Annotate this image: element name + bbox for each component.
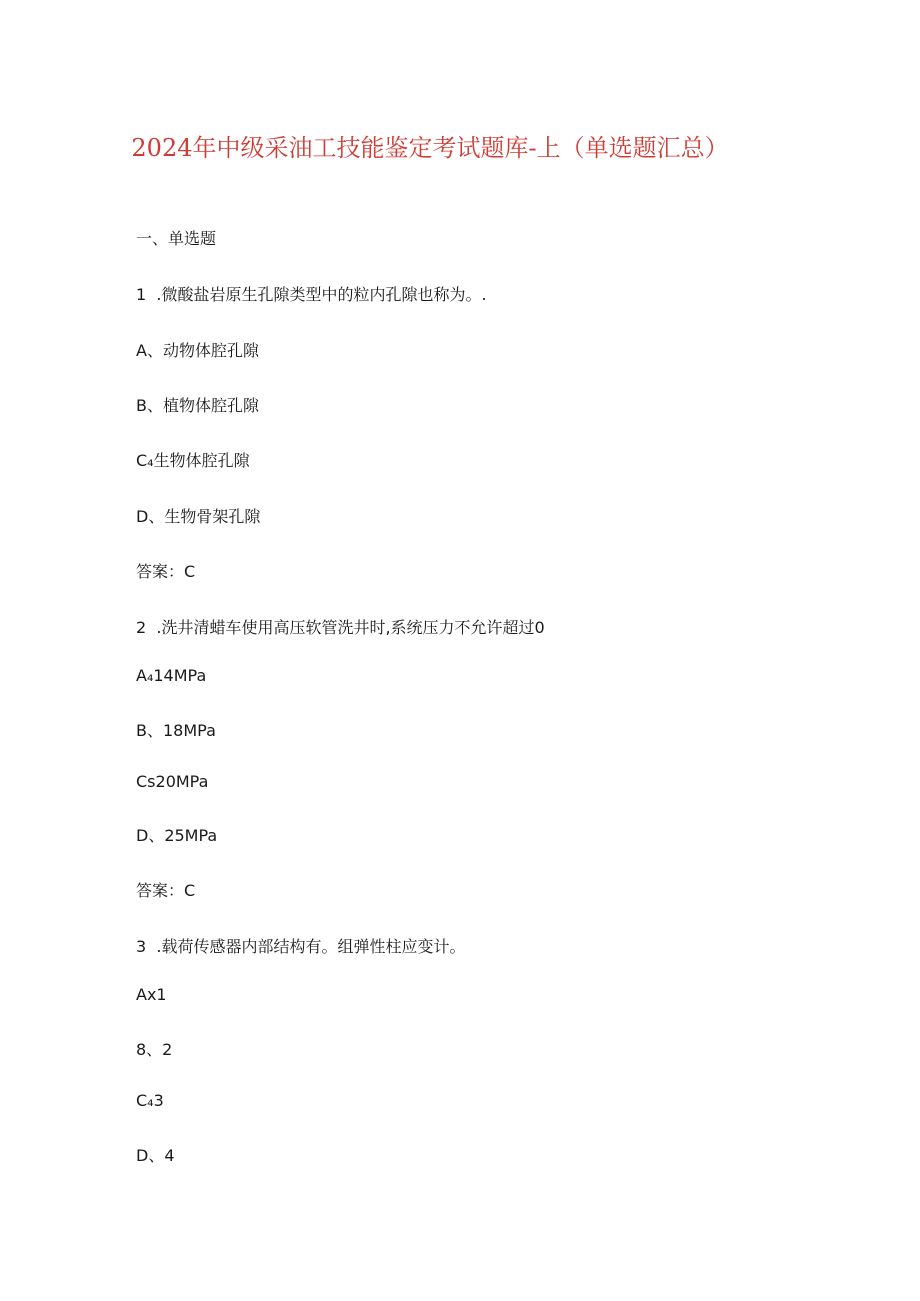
question-3-option-a: Ax1 — [136, 985, 167, 1004]
question-3-option-b: 8、2 — [136, 1040, 173, 1059]
question-2-option-c: Cs20MPa — [136, 772, 209, 791]
question-2-option-d: D、25MPa — [136, 826, 218, 845]
question-1-option-c: C₄生物体腔孔隙 — [136, 451, 250, 470]
question-2-option-b: B、18MPa — [136, 721, 216, 740]
question-1-stem: 1 .微酸盐岩原生孔隙类型中的粒内孔隙也称为。. — [136, 285, 487, 304]
question-2-option-a: A₄14MPa — [136, 666, 207, 685]
question-2-stem: 2 .洗井清蜡车使用高压软管洗井时,系统压力不允许超过0 — [136, 618, 545, 637]
question-2-answer: 答案：C — [136, 881, 196, 900]
question-3-option-c: C₄3 — [136, 1091, 164, 1110]
page-title: 2024年中级采油工技能鉴定考试题库-上（单选题汇总） — [131, 134, 729, 162]
question-1-option-a: A、动物体腔孔隙 — [136, 341, 259, 360]
question-3-option-d: D、4 — [136, 1146, 175, 1165]
question-1-option-b: B、植物体腔孔隙 — [136, 396, 259, 415]
section-heading: 一、单选题 — [136, 229, 217, 248]
question-1-answer: 答案：C — [136, 562, 196, 581]
question-3-stem: 3 .载荷传感器内部结构有。组弹性柱应变计。 — [136, 937, 466, 956]
question-1-option-d: D、生物骨架孔隙 — [136, 507, 261, 526]
